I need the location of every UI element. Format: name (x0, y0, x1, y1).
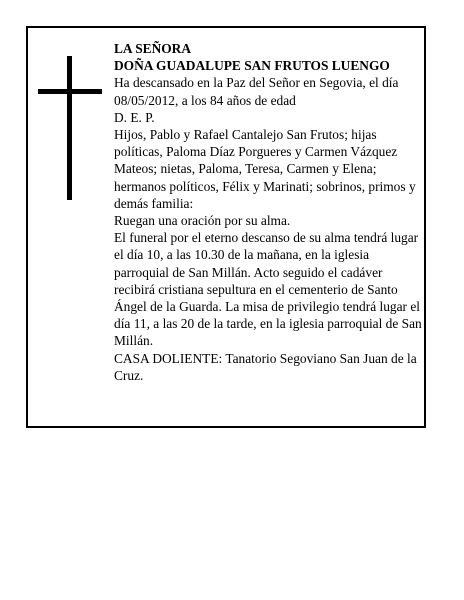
notice-text (114, 40, 424, 384)
title-line: LA SEÑORA (114, 41, 192, 56)
casa-doliente: CASA DOLIENTE: Tanatorio Segoviano San Juan de la Cruz. (114, 350, 417, 383)
cross-horizontal-bar (38, 89, 102, 94)
cross-vertical-bar (67, 56, 72, 200)
prayer-request: Ruegan una oración por su alma. (114, 213, 291, 229)
cross-icon (38, 56, 102, 200)
family-list: Hijos, Pablo y Rafael Cantalejo San Frutos; hijas políticas, Paloma Díaz Porgueres y Carmen Vázquez Mateos; nietas, Paloma, Teresa, Carmen y Elena; hermanos políticos, Félix y Marinati; sobrinos, primos y demás familia: (114, 127, 416, 211)
rip-line: D. E. P. (114, 109, 155, 125)
deceased-name: DOÑA GUADALUPE SAN FRUTOS LUENGO (114, 58, 390, 74)
death-statement: Ha descansado en la Paz del Señor en Segovia, el día 08/05/2012, a los 84 años de edad (114, 75, 399, 108)
funeral-details: El funeral por el eterno descanso de su alma tendrá lugar el día 10, a las 10.30 de la mañana, en la iglesia parroquial de San Millán. Acto seguido el cadáver recibirá cristiana sepultura en el cementerio de Santo Ángel de la Guarda. La misa de privilegio tendrá lugar el día 11, a las 20 de la tarde, en la iglesia parroquial de San Millán. (114, 230, 422, 349)
obituary-notice (26, 26, 426, 428)
